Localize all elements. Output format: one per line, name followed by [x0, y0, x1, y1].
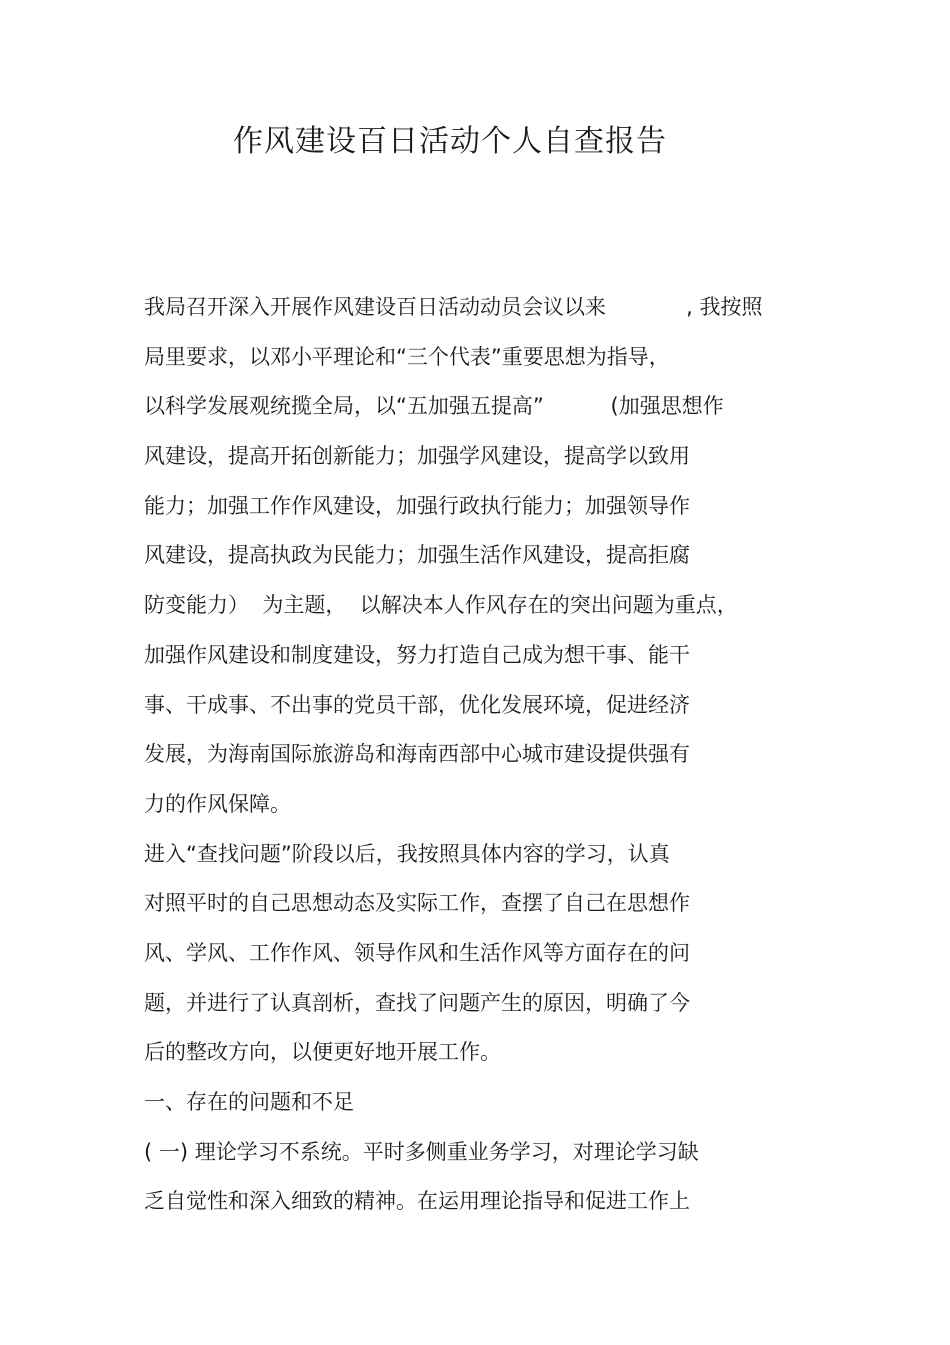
document-title: 作风建设百日活动个人自查报告 [233, 124, 667, 159]
document-body [144, 283, 844, 1227]
body-line: 乏自觉性和深入细致的精神。在运用理论指导和促进工作上 [144, 1189, 690, 1214]
body-line: 风建设，提高执政为民能力；加强生活作风建设，提高拒腐 [144, 543, 690, 568]
body-line: 以科学发展观统揽全局，以“五加强五提高” (加强思想作 [144, 394, 724, 419]
body-line: 加强作风建设和制度建设，努力打造自己成为想干事、能干 [144, 642, 690, 667]
body-line: 后的整改方向，以便更好地开展工作。 [144, 1040, 501, 1065]
body-line: ( 一) 理论学习不系统。平时多侧重业务学习，对理论学习缺 [144, 1139, 699, 1164]
body-line: 防变能力） 为主题， 以解决本人作风存在的突出问题为重点， [144, 593, 738, 618]
body-line: 风、学风、工作作风、领导作风和生活作风等方面存在的问 [144, 940, 690, 965]
body-line: 能力；加强工作作风建设，加强行政执行能力；加强领导作 [144, 493, 690, 518]
body-line: 事、干成事、不出事的党员干部，优化发展环境，促进经济 [144, 692, 690, 717]
body-line: 我局召开深入开展作风建设百日活动动员会议以来 , 我按照 [144, 295, 763, 319]
body-line: 对照平时的自己思想动态及实际工作，查摆了自己在思想作 [144, 891, 690, 916]
body-line: 发展，为海南国际旅游岛和海南西部中心城市建设提供强有 [144, 742, 690, 767]
body-line: 局里要求，以邓小平理论和“三个代表”重要思想为指导， [144, 344, 670, 369]
body-line: 题，并进行了认真剖析，查找了问题产生的原因，明确了今 [144, 990, 690, 1015]
section-heading: 一、存在的问题和不足 [144, 1090, 354, 1114]
body-line: 进入“查找问题”阶段以后，我按照具体内容的学习，认真 [144, 841, 670, 866]
body-line: 风建设，提高开拓创新能力；加强学风建设，提高学以致用 [144, 444, 690, 469]
body-line: 力的作风保障。 [144, 791, 291, 816]
